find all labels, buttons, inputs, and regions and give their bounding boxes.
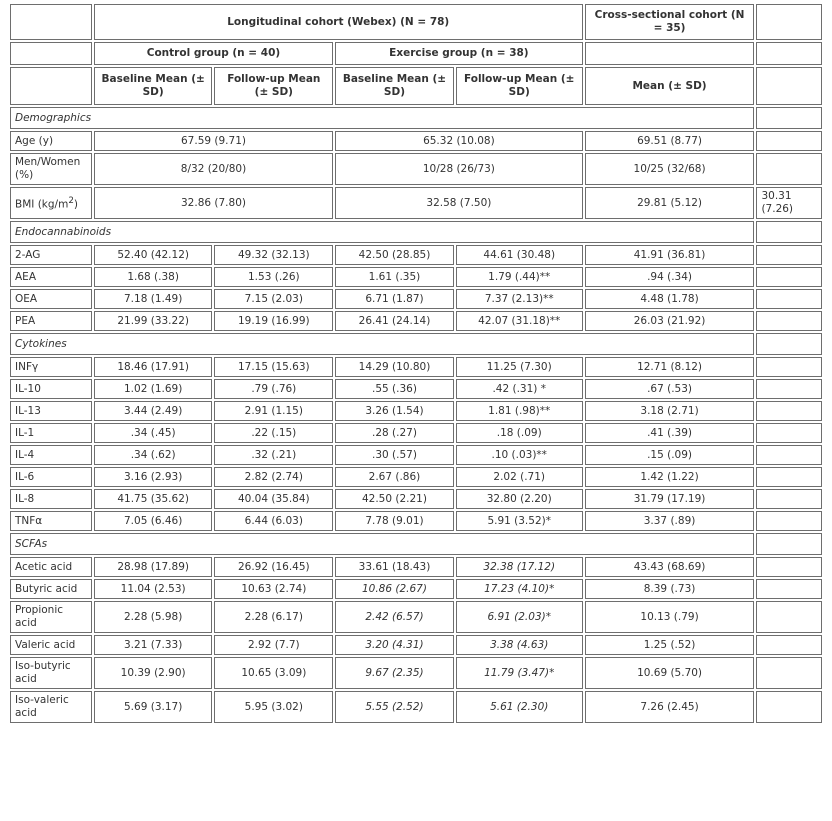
control-followup-value: .22 (.15): [214, 423, 333, 443]
cross-value: .15 (.09): [585, 445, 755, 465]
row-label-end: ): [73, 198, 78, 211]
exercise-value: 32.58 (7.50): [335, 187, 583, 219]
exercise-baseline-value: 33.61 (18.43): [335, 557, 454, 577]
exercise-followup-value: 5.61 (2.30): [456, 691, 583, 723]
row-label: Acetic acid: [10, 557, 92, 577]
control-baseline-value: 41.75 (35.62): [94, 489, 213, 509]
control-followup-value: .79 (.76): [214, 379, 333, 399]
exercise-baseline-value: 2.42 (6.57): [335, 601, 454, 633]
row-label: Iso-valeric acid: [10, 691, 92, 723]
exercise-baseline-value: 10.86 (2.67): [335, 579, 454, 599]
exercise-followup-value: 7.37 (2.13)**: [456, 289, 583, 309]
control-baseline-value: 28.98 (17.89): [94, 557, 213, 577]
extra-cell: [756, 467, 822, 487]
extra-cell: [756, 657, 822, 689]
exercise-followup-value: 5.91 (3.52)*: [456, 511, 583, 531]
extra-cell: [756, 131, 822, 151]
exercise-baseline-value: 7.78 (9.01): [335, 511, 454, 531]
control-baseline-value: 3.44 (2.49): [94, 401, 213, 421]
header-row-1: [10, 4, 822, 40]
table-row: [10, 489, 822, 509]
extra-cell: [756, 557, 822, 577]
exercise-baseline-value: 1.61 (.35): [335, 267, 454, 287]
control-baseline-value: 1.02 (1.69): [94, 379, 213, 399]
extra-cell: [756, 245, 822, 265]
table-row: [10, 131, 822, 151]
exercise-baseline-value: 5.55 (2.52): [335, 691, 454, 723]
row-label: IL-8: [10, 489, 92, 509]
exercise-group-header: Exercise group (n = 38): [335, 42, 583, 65]
row-label: INFγ: [10, 357, 92, 377]
extra-cell: [756, 423, 822, 443]
control-baseline-value: 7.18 (1.49): [94, 289, 213, 309]
row-label: OEA: [10, 289, 92, 309]
row-label: IL-13: [10, 401, 92, 421]
cross-value: 3.37 (.89): [585, 511, 755, 531]
exercise-baseline-value: 42.50 (2.21): [335, 489, 454, 509]
section-row-endocannabinoids: [10, 221, 822, 243]
control-followup-value: 2.82 (2.74): [214, 467, 333, 487]
table-row: [10, 401, 822, 421]
control-followup-value: 10.65 (3.09): [214, 657, 333, 689]
extra-cell: [756, 579, 822, 599]
exercise-followup-value: 1.81 (.98)**: [456, 401, 583, 421]
header-empty-cell: [585, 42, 755, 65]
control-followup-value: 7.15 (2.03): [214, 289, 333, 309]
control-baseline-header: Baseline Mean (± SD): [94, 67, 213, 105]
control-baseline-value: 5.69 (3.17): [94, 691, 213, 723]
exercise-baseline-value: 6.71 (1.87): [335, 289, 454, 309]
exercise-followup-value: 32.38 (17.12): [456, 557, 583, 577]
exercise-baseline-header: Baseline Mean (± SD): [335, 67, 454, 105]
table-row: [10, 467, 822, 487]
exercise-followup-header: Follow-up Mean (± SD): [456, 67, 583, 105]
exercise-baseline-value: .55 (.36): [335, 379, 454, 399]
extra-cell: [756, 289, 822, 309]
exercise-baseline-value: 3.26 (1.54): [335, 401, 454, 421]
table-row: [10, 691, 822, 723]
row-label: IL-1: [10, 423, 92, 443]
cross-value: 8.39 (.73): [585, 579, 755, 599]
section-label: Demographics: [10, 107, 754, 129]
exercise-followup-value: 11.25 (7.30): [456, 357, 583, 377]
cross-value: 1.25 (.52): [585, 635, 755, 655]
exercise-baseline-value: .28 (.27): [335, 423, 454, 443]
row-label: PEA: [10, 311, 92, 331]
exercise-baseline-value: 3.20 (4.31): [335, 635, 454, 655]
cross-value: 31.79 (17.19): [585, 489, 755, 509]
cross-value: 43.43 (68.69): [585, 557, 755, 577]
control-followup-value: 1.53 (.26): [214, 267, 333, 287]
exercise-followup-value: 42.07 (31.18)**: [456, 311, 583, 331]
header-empty-cell: [10, 67, 92, 105]
cross-value: .41 (.39): [585, 423, 755, 443]
extra-cell: [756, 533, 822, 555]
row-label: [10, 187, 92, 219]
row-label: IL-4: [10, 445, 92, 465]
control-followup-value: 2.28 (6.17): [214, 601, 333, 633]
extra-cell: [756, 401, 822, 421]
header-row-3: [10, 67, 822, 105]
cross-value: .67 (.53): [585, 379, 755, 399]
table-row: [10, 289, 822, 309]
control-baseline-value: 7.05 (6.46): [94, 511, 213, 531]
exercise-followup-value: 6.91 (2.03)*: [456, 601, 583, 633]
table-row: [10, 311, 822, 331]
extra-cell: [756, 601, 822, 633]
table-row: [10, 635, 822, 655]
results-table: [8, 2, 824, 725]
extra-cell: [756, 153, 822, 185]
row-label: Age (y): [10, 131, 92, 151]
exercise-followup-value: .18 (.09): [456, 423, 583, 443]
exercise-baseline-value: .30 (.57): [335, 445, 454, 465]
control-baseline-value: 2.28 (5.98): [94, 601, 213, 633]
section-row-demographics: [10, 107, 822, 129]
control-baseline-value: .34 (.62): [94, 445, 213, 465]
exercise-baseline-value: 14.29 (10.80): [335, 357, 454, 377]
header-extra-cell: [756, 42, 822, 65]
extra-cell: [756, 107, 822, 129]
extra-cell: [756, 489, 822, 509]
exercise-baseline-value: 26.41 (24.14): [335, 311, 454, 331]
header-empty-cell: [10, 4, 92, 40]
exercise-value: 10/28 (26/73): [335, 153, 583, 185]
cross-value: 41.91 (36.81): [585, 245, 755, 265]
table-container: [8, 2, 824, 821]
control-followup-value: 49.32 (32.13): [214, 245, 333, 265]
header-extra-cell: [756, 67, 822, 105]
table-row: [10, 557, 822, 577]
exercise-followup-value: 3.38 (4.63): [456, 635, 583, 655]
extra-cell: [756, 691, 822, 723]
control-baseline-value: 11.04 (2.53): [94, 579, 213, 599]
table-row: [10, 601, 822, 633]
exercise-followup-value: 17.23 (4.10)*: [456, 579, 583, 599]
control-baseline-value: 52.40 (42.12): [94, 245, 213, 265]
table-row: [10, 153, 822, 185]
cross-value: 69.51 (8.77): [585, 131, 755, 151]
header-extra-cell: [756, 4, 822, 40]
control-followup-value: 2.91 (1.15): [214, 401, 333, 421]
exercise-followup-value: 2.02 (.71): [456, 467, 583, 487]
row-label: IL-10: [10, 379, 92, 399]
cross-value: 12.71 (8.12): [585, 357, 755, 377]
table-row: [10, 579, 822, 599]
cross-value: .94 (.34): [585, 267, 755, 287]
row-label: TNFα: [10, 511, 92, 531]
control-baseline-value: 18.46 (17.91): [94, 357, 213, 377]
row-label-superscript: 2: [68, 195, 74, 206]
extra-cell: [756, 267, 822, 287]
extra-value: 30.31 (7.26): [756, 187, 822, 219]
cross-value: 29.81 (5.12): [585, 187, 755, 219]
control-baseline-value: 10.39 (2.90): [94, 657, 213, 689]
control-followup-value: 6.44 (6.03): [214, 511, 333, 531]
table-row: [10, 245, 822, 265]
exercise-followup-value: 44.61 (30.48): [456, 245, 583, 265]
header-empty-cell: [10, 42, 92, 65]
header-row-2: [10, 42, 822, 65]
extra-cell: [756, 445, 822, 465]
table-row: [10, 357, 822, 377]
cross-value: 4.48 (1.78): [585, 289, 755, 309]
row-label: Propionic acid: [10, 601, 92, 633]
exercise-followup-value: 11.79 (3.47)*: [456, 657, 583, 689]
control-baseline-value: 3.21 (7.33): [94, 635, 213, 655]
row-label: Butyric acid: [10, 579, 92, 599]
exercise-baseline-value: 9.67 (2.35): [335, 657, 454, 689]
control-followup-value: .32 (.21): [214, 445, 333, 465]
control-followup-value: 2.92 (7.7): [214, 635, 333, 655]
row-label: Men/Women (%): [10, 153, 92, 185]
control-followup-value: 26.92 (16.45): [214, 557, 333, 577]
row-label: 2-AG: [10, 245, 92, 265]
exercise-baseline-value: 42.50 (28.85): [335, 245, 454, 265]
extra-cell: [756, 333, 822, 355]
table-row: [10, 187, 822, 219]
cross-sectional-cohort-header: Cross-sectional cohort (N = 35): [585, 4, 755, 40]
table-row: [10, 423, 822, 443]
section-row-scfas: [10, 533, 822, 555]
table-row: [10, 511, 822, 531]
section-label: Endocannabinoids: [10, 221, 754, 243]
control-followup-header: Follow-up Mean (± SD): [214, 67, 333, 105]
control-baseline-value: .34 (.45): [94, 423, 213, 443]
exercise-value: 65.32 (10.08): [335, 131, 583, 151]
cross-value: 10/25 (32/68): [585, 153, 755, 185]
control-value: 8/32 (20/80): [94, 153, 333, 185]
control-value: 32.86 (7.80): [94, 187, 333, 219]
exercise-followup-value: .10 (.03)**: [456, 445, 583, 465]
section-label: Cytokines: [10, 333, 754, 355]
control-followup-value: 19.19 (16.99): [214, 311, 333, 331]
cross-value: 3.18 (2.71): [585, 401, 755, 421]
extra-cell: [756, 357, 822, 377]
row-label: AEA: [10, 267, 92, 287]
table-row: [10, 445, 822, 465]
table-row: [10, 657, 822, 689]
extra-cell: [756, 511, 822, 531]
control-followup-value: 10.63 (2.74): [214, 579, 333, 599]
control-value: 67.59 (9.71): [94, 131, 333, 151]
exercise-followup-value: 1.79 (.44)**: [456, 267, 583, 287]
cross-value: 1.42 (1.22): [585, 467, 755, 487]
table-row: [10, 379, 822, 399]
row-label: Valeric acid: [10, 635, 92, 655]
exercise-followup-value: .42 (.31) *: [456, 379, 583, 399]
extra-cell: [756, 635, 822, 655]
control-baseline-value: 21.99 (33.22): [94, 311, 213, 331]
control-baseline-value: 1.68 (.38): [94, 267, 213, 287]
cross-value: 10.13 (.79): [585, 601, 755, 633]
control-followup-value: 40.04 (35.84): [214, 489, 333, 509]
table-row: [10, 267, 822, 287]
extra-cell: [756, 311, 822, 331]
section-label: SCFAs: [10, 533, 754, 555]
cross-value: 26.03 (21.92): [585, 311, 755, 331]
row-label-text: BMI (kg/m: [15, 198, 69, 211]
control-baseline-value: 3.16 (2.93): [94, 467, 213, 487]
section-row-cytokines: [10, 333, 822, 355]
exercise-baseline-value: 2.67 (.86): [335, 467, 454, 487]
exercise-followup-value: 32.80 (2.20): [456, 489, 583, 509]
cross-value: 7.26 (2.45): [585, 691, 755, 723]
longitudinal-cohort-header: Longitudinal cohort (Webex) (N = 78): [94, 4, 583, 40]
control-group-header: Control group (n = 40): [94, 42, 333, 65]
cross-value: 10.69 (5.70): [585, 657, 755, 689]
row-label: IL-6: [10, 467, 92, 487]
extra-cell: [756, 379, 822, 399]
cross-mean-header: Mean (± SD): [585, 67, 755, 105]
extra-cell: [756, 221, 822, 243]
control-followup-value: 5.95 (3.02): [214, 691, 333, 723]
control-followup-value: 17.15 (15.63): [214, 357, 333, 377]
row-label: Iso-butyric acid: [10, 657, 92, 689]
